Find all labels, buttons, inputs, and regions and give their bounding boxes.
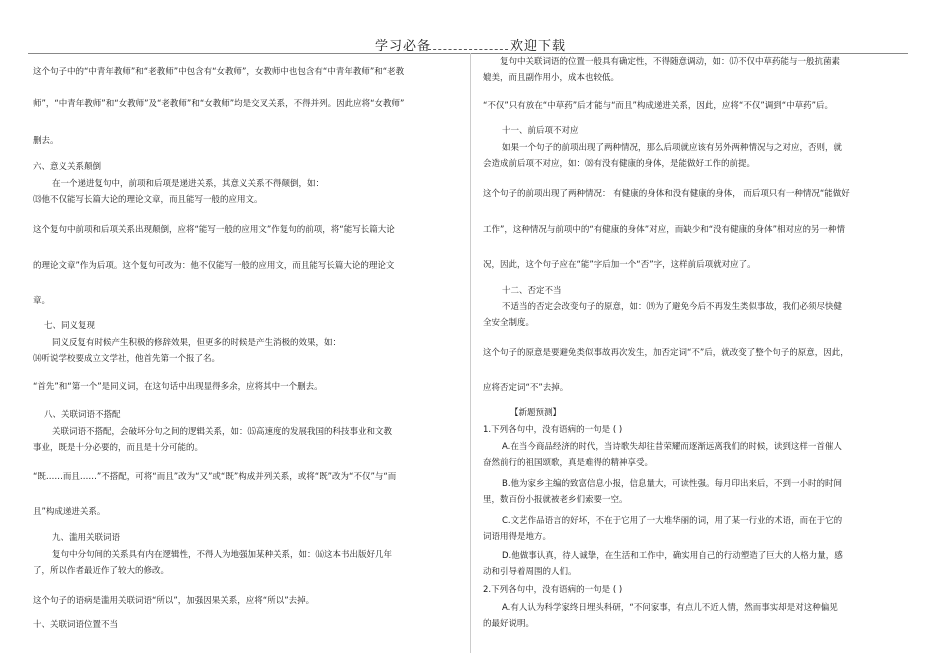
example-line: ⒀他不仅能写长篇大论的理论文章，而且能写一般的应用文。 (33, 195, 263, 205)
text-line: 章。 (33, 296, 51, 306)
header-right-text: 欢迎下载 (510, 39, 567, 54)
text-line: 这个句子中的“中青年教师”和“老教师”中包含有“女教师”，女教师中也包含有“中青年教师”和“老教 (33, 67, 405, 77)
section-heading: 十、关联词语位置不当 (33, 620, 119, 630)
header-left-text: 学习必备 (375, 39, 432, 54)
option-line: 奋然前行的祖国颂歌，真是难得的精神享受。 (483, 458, 654, 468)
option-line: D.他做事认真，待人诚挚，在生活和工作中，确实用自己的行动塑造了巨大的人格力量，感 (502, 551, 843, 561)
text-line: 这个句子的前项出现了两种情况： 有健康的身体和没有健康的身体， 而后项只有一种情况“能做好 (483, 189, 850, 199)
option-line: 动和引导着周围的人们。 (483, 567, 577, 577)
section-heading: 八、关联词语不搭配 (44, 410, 121, 420)
text-line: 关联词语不搭配，会破坏分句之间的逻辑关系，如：⒂高速度的发展我国的科技事业和文教 (52, 427, 393, 437)
text-line: 删去。 (33, 136, 59, 146)
text-line: 的理论文章”作为后项。这个复句可改为：他不仅能写一般的应用文，而且能写长篇大论的理论文 (33, 261, 395, 271)
text-line: 况，因此，这个句子应在“能”字后加一个“否”字，这样前后项就对应了。 (483, 260, 756, 270)
question-line: 1.下列各句中，没有语病的一句是 ( ) (483, 425, 623, 435)
option-line: C.文艺作品语言的好坏，不在于它用了一大堆华丽的词，用了某一行业的术语，而在于它的 (502, 516, 843, 526)
example-line: ⒁听说学校要成立文学社，他首先第一个报了名。 (33, 354, 221, 364)
section-heading: 六、意义关系颠倒 (33, 162, 102, 172)
text-line: 媲美，而且副作用小，成本也较低。 (483, 73, 620, 83)
section-heading: 九、滥用关联词语 (52, 533, 121, 543)
text-line: “既……而且……”不搭配，可将“而且”改为“又”或“既”构成并列关系，或将“既”改为“不仅”与“而 (33, 472, 397, 482)
option-line: 里，数百份小报就被老乡们索要一空。 (483, 495, 628, 505)
text-line: 复句中关联词语的位置一般具有确定性，不得随意调动，如：⒄不仅中草药能与一般抗菌素 (500, 57, 841, 67)
text-line: 了，所以作者最近作了较大的修改。 (33, 566, 170, 576)
text-line: 同义反复有时候产生积极的修辞效果，但更多的时候是产生消极的效果，如： (52, 338, 342, 348)
text-line: “首先”和“第一个”是同义词，在这句话中出现显得多余，应将其中一个删去。 (33, 382, 323, 392)
text-line: 事业，既是十分必要的，而且是十分可能的。 (33, 443, 204, 453)
text-line: 不适当的否定会改变句子的原意，如：⒆为了避免今后不再发生类似事故，我们必须尽快健 (502, 302, 843, 312)
option-line: 的最好说明。 (483, 619, 535, 629)
text-line: 这个复句中前项和后项关系出现颠倒，应将“能写一般的应用文”作复句的前项，将“能写长篇大论 (33, 225, 395, 235)
text-line: 且”构成递进关系。 (33, 507, 106, 517)
question-line: 2.下列各句中，没有语病的一句是 ( ) (483, 585, 623, 595)
text-line: 会造成前后项不对应，如：⒅有没有健康的身体，是能做好工作的前提。 (483, 159, 756, 169)
text-line: 全安全制度。 (483, 318, 535, 328)
text-line: 这个句子的原意是要避免类似事故再次发生，加否定词“不”后，就改变了整个句子的原意，因此， (483, 348, 849, 358)
section-heading: 十二、否定不当 (502, 286, 562, 296)
text-line: 工作”，这种情况与前项中的“有健康的身体”对应，而缺少和“没有健康的身体”相对应的另一种情 (483, 225, 846, 235)
text-line: 复句中分句间的关系具有内在逻辑性，不得人为地强加某种关系，如：⒃这本书出版好几年 (52, 550, 393, 560)
option-line: 词语用得是地方。 (483, 532, 552, 542)
text-line: 师”，“中青年教师”和“女教师”及“老教师”和“女教师”均是交叉关系，不得并列。因此应将“女教师” (33, 99, 405, 109)
section-heading: 七、同义复现 (44, 321, 96, 331)
section-heading: 【新题预测】 (510, 408, 562, 418)
text-line: 如果一个句子的前项出现了两种情况，那么后项就应该有另外两种情况与之对应，否则，就 (502, 143, 843, 153)
text-line: 在一个递进复句中，前项和后项是递进关系，其意义关系不得颠倒，如： (52, 179, 325, 189)
text-line: 应将否定词“不”去掉。 (483, 383, 569, 393)
text-line: “不仅”只有放在“中草药”后才能与“而且”构成递进关系，因此，应将“不仅”调到“中草药”后。 (483, 101, 834, 111)
section-heading: 十一、前后项不对应 (502, 126, 579, 136)
text-line: 这个句子的语病是滥用关联词语“所以”，加强因果关系，应将“所以”去掉。 (33, 596, 315, 606)
option-line: A.在当今商品经济的时代，当诗歌失却往昔荣耀而逐渐远离我们的时候，读到这样一首催人 (502, 442, 842, 452)
option-line: B.他为家乡主编的致富信息小报，信息量大，可读性强。每月印出来后，不到一小时的时间 (502, 479, 843, 489)
option-line: A.有人认为科学家终日埋头科研，“不问家事，有点儿不近人情，然而事实却是对这种偏见 (502, 603, 838, 613)
